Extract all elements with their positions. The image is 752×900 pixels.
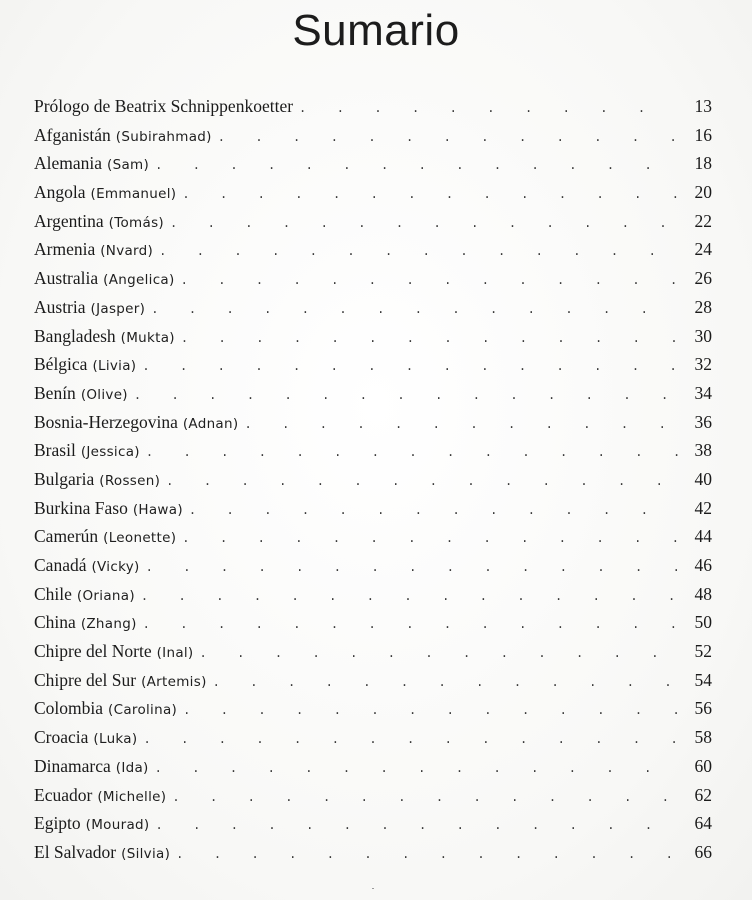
toc-entry-author: (Vicky): [91, 559, 140, 575]
dot-leader: [146, 553, 678, 582]
dot-leader: [172, 783, 678, 812]
dot-leader: [166, 467, 678, 496]
toc-page-number: 64: [694, 813, 712, 834]
table-of-contents: [34, 92, 712, 867]
toc-entry-author: (Oriana): [76, 587, 135, 604]
toc-entry: [34, 838, 712, 867]
toc-entry-title: Bosnia-Herzegovina: [34, 411, 178, 432]
toc-page-number: 18: [694, 153, 712, 174]
page-speck: [372, 888, 374, 889]
dot-leader: [170, 209, 678, 238]
toc-entry: [34, 580, 712, 609]
toc-page-number: 22: [694, 210, 712, 231]
toc-entry: [34, 264, 712, 293]
dot-leader: [141, 582, 678, 611]
toc-page-number: 58: [694, 727, 712, 748]
dot-leader: [155, 754, 678, 783]
toc-page-number: 60: [694, 755, 712, 776]
toc-entry-author: (Rossen): [99, 472, 161, 489]
toc-entry-author: (Nvard): [100, 243, 154, 260]
toc-entry-author: (Hawa): [132, 501, 183, 518]
toc-entry-title: Camerún: [34, 526, 99, 547]
toc-entry-title: Bélgica: [34, 354, 88, 375]
dot-leader: [143, 725, 678, 754]
dot-leader: [189, 496, 678, 525]
toc-entry-author: (Angelica): [103, 272, 175, 289]
toc-entry-title: Canadá: [34, 555, 87, 575]
toc-entry: [34, 608, 712, 637]
dot-leader: [146, 438, 678, 467]
dot-leader: [182, 524, 678, 553]
dot-leader: [182, 180, 678, 209]
toc-page-number: 13: [694, 96, 712, 116]
toc-entry-author: (Mourad): [85, 817, 150, 834]
toc-page-number: 34: [694, 382, 712, 403]
toc-page-number: 32: [694, 354, 712, 375]
page-title: Sumario: [292, 6, 460, 55]
toc-entry-author: (Silvia): [121, 845, 171, 862]
toc-page-number: 38: [694, 440, 712, 461]
toc-entry-title: Ecuador: [34, 784, 93, 805]
dot-leader: [181, 324, 678, 353]
toc-page-number: 26: [694, 268, 712, 289]
toc-entry-title: Chipre del Sur: [34, 669, 137, 690]
toc-entry-title: Alemania: [34, 153, 103, 174]
toc-page-number: 52: [694, 641, 712, 662]
toc-entry-author: (Adnan): [182, 415, 239, 432]
toc-entry-author: (Inal): [156, 645, 194, 662]
toc-entry-title: El Salvador: [34, 841, 117, 862]
toc-entry-title: Dinamarca: [34, 755, 111, 776]
toc-page-number: 56: [694, 698, 712, 719]
toc-page-number: 66: [694, 841, 712, 862]
toc-page-number: 54: [694, 669, 712, 690]
toc-entry-title: Afganistán: [34, 124, 111, 145]
toc-page-number: 36: [694, 411, 712, 432]
toc-page-number: 16: [694, 124, 712, 145]
toc-entry-title: Egipto: [34, 813, 81, 834]
toc-entry-title: Prólogo de Beatrix Schnippenkoetter: [34, 96, 294, 116]
toc-entry-title: China: [34, 612, 76, 633]
toc-entry-title: Benín: [34, 382, 76, 403]
toc-entry-title: Chile: [34, 583, 72, 604]
toc-entry: [34, 92, 712, 121]
dot-leader: [134, 381, 678, 410]
toc-entry-author: (Jasper): [90, 300, 146, 317]
toc-entry-title: Bangladesh: [34, 325, 116, 346]
dot-leader: [151, 295, 678, 324]
toc-entry-title: Chipre del Norte: [34, 641, 152, 662]
dot-leader: [218, 123, 678, 152]
toc-entry-title: Bulgaria: [34, 468, 95, 489]
dot-leader: [200, 639, 678, 668]
toc-page-number: 24: [694, 239, 712, 260]
toc-entry: [34, 781, 712, 810]
toc-entry: [34, 494, 712, 523]
toc-entry: [34, 293, 712, 322]
toc-entry: [34, 694, 712, 723]
toc-entry: [34, 322, 712, 351]
toc-page-number: 42: [694, 497, 712, 518]
toc-entry-author: (Zhang): [80, 616, 137, 633]
toc-entry: [34, 436, 712, 465]
toc-entry-author: (Tomás): [108, 214, 164, 231]
dot-leader: [213, 668, 678, 697]
toc-page-number: 40: [694, 468, 712, 489]
toc-entry-author: (Artemis): [141, 673, 207, 690]
toc-entry: [34, 809, 712, 838]
toc-page-number: 46: [694, 555, 712, 575]
toc-entry-title: Angola: [34, 182, 86, 203]
toc-entry-author: (Ida): [115, 759, 149, 776]
toc-entry-author: (Jessica): [80, 444, 140, 461]
toc-entry-title: Croacia: [34, 727, 89, 748]
dot-leader: [244, 410, 678, 439]
toc-entry-author: (Sam): [107, 157, 150, 174]
toc-page-number: 48: [694, 583, 712, 604]
toc-page-number: 28: [694, 296, 712, 317]
toc-entry-title: Brasil: [34, 440, 76, 461]
toc-entry: [34, 379, 712, 408]
toc-entry: [34, 752, 712, 781]
toc-entry-author: (Leonette): [103, 530, 177, 547]
toc-entry: [34, 350, 712, 379]
toc-entry-title: Burkina Faso: [34, 497, 128, 518]
toc-entry-author: (Emmanuel): [90, 186, 177, 203]
toc-page-number: 44: [694, 526, 712, 547]
toc-page-number: 30: [694, 325, 712, 346]
toc-entry-author: (Michelle): [97, 788, 167, 805]
dot-leader: [155, 151, 678, 180]
toc-entry: [34, 637, 712, 666]
toc-entry-title: Colombia: [34, 698, 104, 719]
toc-entry: [34, 723, 712, 752]
toc-entry: [34, 121, 712, 150]
toc-entry: [34, 178, 712, 207]
dot-leader: [181, 266, 678, 295]
toc-entry-title: Argentina: [34, 210, 104, 231]
toc-entry-author: (Carolina): [108, 702, 178, 719]
toc-entry-title: Austria: [34, 296, 86, 317]
toc-entry-author: (Livia): [92, 358, 137, 375]
toc-entry-author: (Olive): [80, 386, 128, 403]
dot-leader: [183, 696, 678, 725]
toc-entry: [34, 522, 712, 551]
dot-leader: [155, 811, 678, 840]
toc-page-number: 20: [694, 182, 712, 203]
toc-entry: [34, 207, 712, 236]
toc-page-number: 62: [694, 784, 712, 805]
dot-leader: [143, 610, 678, 639]
toc-entry-author: (Mukta): [120, 329, 175, 346]
toc-entry-author: (Luka): [93, 731, 138, 748]
dot-leader: [159, 237, 678, 266]
toc-entry: [34, 551, 712, 580]
toc-entry-title: Armenia: [34, 239, 96, 260]
toc-entry-title: Australia: [34, 268, 99, 289]
toc-entry: [34, 465, 712, 494]
dot-leader: [176, 840, 678, 869]
toc-entry: [34, 235, 712, 264]
toc-entry: [34, 408, 712, 437]
toc-entry: [34, 149, 712, 178]
toc-entry-author: (Subirahmad): [115, 128, 212, 145]
dot-leader: [299, 94, 678, 123]
toc-entry: [34, 666, 712, 695]
dot-leader: [142, 352, 678, 381]
toc-page-number: 50: [694, 612, 712, 633]
